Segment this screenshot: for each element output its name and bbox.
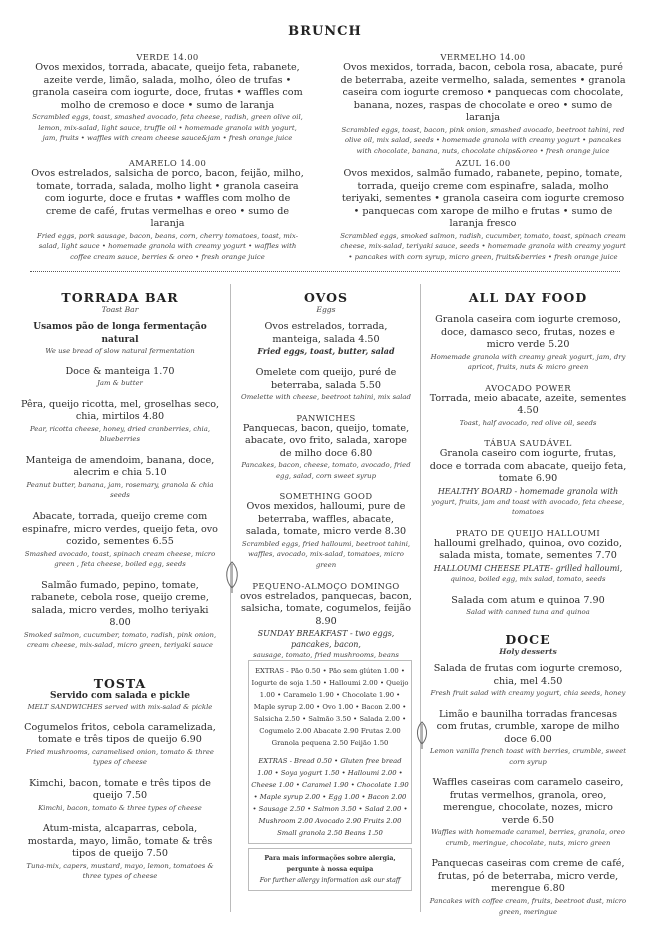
list-item: Atum-mista, alcaparras, cebola, mostarda, mayo, limão, tomate & três tipos de queijo 7.50 Tuna-mix, capers, mustard, mayo, lemon, tomatoes & three types of cheese xyxy=(26,823,214,881)
allergy-pt: Para mais informações sobre alergia, pergunte à nossa equipa xyxy=(264,855,396,873)
list-item: Waffles caseiras com caramelo caseiro, frutas vermelhos, granola, oreo, merengue, chocolate, nozes, micro verde 6.50 Waffles with homemade caramel, berries, granola, oreo crumb, meringue, chocolate, nuts, micro green xyxy=(431,777,625,847)
vermelho-en: Scrambled eggs, toast, bacon, pink onion, smashed avocado, beetroot tahini, red olive oil, mix salad, seeds • homemade granola with creamy yogurt • pancakes with chocolate, banana, nuts, chocolate chips&oreo • fresh orange juice xyxy=(341,125,625,155)
section-divider xyxy=(30,271,620,272)
torrada-title: TORRADA BAR xyxy=(61,290,179,305)
column-divider-right xyxy=(420,284,421,912)
tosta-subtitle: Servido com salada e pickle xyxy=(49,691,191,701)
list-item: Kimchi, bacon, tomate e três tipos de queijo 7.50 Kimchi, bacon, tomato & three types of cheese xyxy=(29,777,211,812)
verde-pt: Ovos mexidos, torrada, abacate, queijo feta, rabanete, azeite verde, limão, salada, molho, óleo de trufas • granola caseira com iogurte, doce, frutas • waffles com molho de cremoso e doce • sumo de laranja xyxy=(32,62,303,111)
list-item: Cogumelos fritos, cebola caramelizada, tomate e três tipos de queijo 6.90 Fried mushrooms, caramelised onion, tomato & three types of cheese xyxy=(24,721,216,767)
torrada-subtitle: Toast Bar xyxy=(101,305,139,314)
doce-title: DOCE xyxy=(505,632,551,647)
list-item: PRATO DE QUEIJO HALLOUMI halloumi grelhado, quinoa, ovo cozido, salada mista, tomate, sementes 7.70 HALLOUMI CHEESE PLATE- grilled halloumi, quinoa, boiled egg, mix salad, tomato, seeds xyxy=(433,527,623,583)
ovos-subtitle: Eggs xyxy=(316,305,336,314)
amarelo-pt: Ovos estrelados, salsicha de porco, bacon, feijão, milho, tomate, torrada, salada, molho light • granola caseira com iogurte, doce e frutas • waffles com molho de creme de café, frutas vermelhas e oreo • sumo de laranja xyxy=(31,168,304,229)
amarelo-name: AMARELO 14.00 xyxy=(128,158,207,168)
list-item: SOMETHING GOOD Ovos mexidos, halloumi, pure de beterraba, waffles, abacate, salada, tomate, micro verde 8.30 Scrambled eggs, fried halloumi, beetroot tahini, waffles, avocado, mix-salad, tomatoes, micro green xyxy=(241,491,411,569)
list-item: PANWICHES Panquecas, bacon, queijo, tomate, abacate, ovo frito, salada, xarope de milho doce 6.80 Pancakes, bacon, cheese, tomato, avocado, fried egg, salad, corn sweet syrup xyxy=(241,412,411,480)
ovos-title: OVOS xyxy=(303,290,349,305)
doce-section xyxy=(428,632,628,927)
verde-name: VERDE 14.00 xyxy=(136,52,199,62)
azul-en: Scrambled eggs, smoked salmon, radish, cucumber, tomato, toast, spinach cream cheese, mix-salad, teriyaki sauce, seeds • homemade granola with creamy yogurt • pancakes with corn syrup, micro green, fruits&berries • fresh orange juice xyxy=(340,231,626,261)
torrada-section xyxy=(20,290,220,661)
list-item: Manteiga de amendoim, banana, doce, alecrim e chia 5.10 Peanut butter, banana, jam, rosemary, granola & chia seeds xyxy=(25,454,215,500)
allday-title: ALL DAY FOOD xyxy=(468,290,588,305)
extras-en: EXTRAS - Bread 0.50 • Gluten free bread 1.00 • Soya yogurt 1.50 • Halloumi 2.00 • Cheese 1.00 • Caramel 1.90 • Chocolate 1.90 • Maple syrup 2.00 • Egg 1.00 • Bacon 2.00 • Sausage 2.50 • Salmon 3.50 • Salad 2.00 • Mushroom 2.00 Avocado 2.90 Fruits 2.00 Small granola 2.50 Beans 1.50 xyxy=(251,757,409,837)
column-divider-left xyxy=(230,284,231,912)
brunch-amarelo xyxy=(30,158,305,262)
list-item: Ovos estrelados, torrada, manteiga, salada 4.50 Fried eggs, toast, butter, salad xyxy=(257,321,395,356)
verde-en: Scrambled eggs, toast, smashed avocado, feta cheese, radish, green olive oil, lemon, mix-salad, light sauce, truffle oil • homemade granola with yogurt, jam, fruits • waffles with cream cheese sauce&jam • fresh orange juice xyxy=(32,113,303,143)
list-item: PEQUENO-ALMOÇO DOMINGO ovos estrelados, panquecas, bacon, salsicha, tomate, cogumelos, feijão 8.90 SUNDAY BREAKFAST - two eggs, pancakes, bacon, sausage, tomato, fried mushrooms, beans xyxy=(240,580,412,660)
extras-box xyxy=(248,660,412,844)
brunch-verde xyxy=(30,52,305,144)
tosta-section xyxy=(20,676,220,892)
allday-section xyxy=(428,290,628,628)
ovos-section xyxy=(240,290,412,671)
extras-pt: EXTRAS - Pão 0.50 • Pão sem glúten 1.00 • Iogurte de soja 1.50 • Halloumi 2.00 • Queijo 1.00 • Caramelo 1.90 • Chocolate 1.90 • Maple syrup 2.00 • Ovo 1.00 • Bacon 2.00 • Salsicha 2.50 • Salmão 3.50 • Salada 2.00 • Cogumelo 2.00 Abacate 2.90 Frutas 2.00 Granola pequena 2.50 Feijão 1.50 xyxy=(251,667,409,747)
list-item: Panquecas caseiras com creme de café, frutas, pó de beterraba, micro verde, merengue 6.80 Pancakes with coffee cream, fruits, beetroot dust, micro green, meringue xyxy=(429,858,627,916)
vermelho-name: VERMELHO 14.00 xyxy=(440,52,526,62)
list-item: Limão e baunilha torradas francesas com frutas, crumble, xarope de milho doce 6.00 Lemon vanilla french toast with berries, crumble, sweet corn syrup xyxy=(429,708,626,766)
allergy-en: For further allergy information ask our staff xyxy=(259,877,401,884)
list-item: Abacate, torrada, queijo creme com espinafre, micro verdes, queijo feta, ovo cozido, sementes 6.55 Smashed avocado, toast, spinach cream cheese, micro green , feta cheese, boiled egg, seeds xyxy=(22,511,218,569)
allergy-box xyxy=(248,848,412,891)
brunch-title: BRUNCH xyxy=(288,24,362,39)
list-item: Salada com atum e quinoa 7.90 Salad with canned tuna and quinoa xyxy=(451,594,605,617)
leaf-icon xyxy=(222,560,242,594)
azul-name: AZUL 16.00 xyxy=(455,158,511,168)
list-item: AVOCADO POWER Torrada, meio abacate, azeite, sementes 4.50 Toast, half avocado, red olive oil, seeds xyxy=(429,382,627,427)
tosta-subtitle-en: MELT SANDWICHES served with mix-salad & pickle xyxy=(27,703,213,711)
list-item: Doce & manteiga 1.70 Jam & butter xyxy=(65,365,175,388)
list-item: Salada de frutas com iogurte cremoso, chia, mel 4.50 Fresh fruit salad with creamy yogurt, chia seeds, honey xyxy=(430,663,626,697)
azul-pt: Ovos mexidos, salmão fumado, rabanete, pepino, tomate, torrada, queijo creme com espinafre, salada, molho teriyaki, sementes • granola caseira com iogurte cremoso • panquecas com xarope de milho e frutas • sumo de laranja fresco xyxy=(341,168,625,229)
list-item: Granola caseira com iogurte cremoso, doce, damasco seco, frutas, nozes e micro verde 5.20 Homemade granola with creamy greak yogurt, jam, dry apricot, fruits, nuts & micro green xyxy=(430,314,626,372)
brunch-vermelho xyxy=(338,52,628,156)
torrada-intro: Usamos pão de longa fermentação natural xyxy=(33,322,207,345)
brunch-azul xyxy=(338,158,628,262)
tosta-title: TOSTA xyxy=(93,676,147,691)
amarelo-en: Fried eggs, pork sausage, bacon, beans, corn, cherry tomatoes, toast, mix-salad, light sauce • homemade granola with creamy yogurt • waffles with coffee cream sauce, berries & oreo • fresh orange juice xyxy=(36,231,299,261)
list-item: Omelete com queijo, puré de beterraba, salada 5.50 Omelette with cheese, beetroot tahini, mix salad xyxy=(241,367,411,401)
list-item: Salmão fumado, pepino, tomate, rabanete, cebola rose, queijo creme, salada, micro verdes, molho teriyaki 8.00 Smoked salmon, cucumber, tomato, radish, pink onion, cream cheese, mix-salad, micro green, teriyaki sauce xyxy=(23,579,217,650)
list-item: TÁBUA SAUDÁVEL Granola caseiro com iogurte, frutas, doce e torrada com abacate, queijo feta, tomate 6.90 HEALTHY BOARD - homemade granola with yogurt, fruits, jam and toast with avocado, feta cheese, tomatoes xyxy=(429,438,627,517)
vermelho-pt: Ovos mexidos, torrada, bacon, cebola rosa, abacate, puré de beterraba, azeite vermelho, salada, sementes • granola caseira com iogurte cremoso • panquecas com chocolate, banana, nozes, raspas de chocolate e oreo • sumo de laranja xyxy=(340,62,626,123)
torrada-intro-en: We use bread of slow natural fermentation xyxy=(45,347,195,355)
list-item: Pêra, queijo ricotta, mel, groselhas seco, chia, mirtilos 4.80 Pear, ricotta cheese, honey, dried cranberries, chia, blueberries xyxy=(20,398,220,444)
doce-subtitle: Holy desserts xyxy=(499,647,557,656)
